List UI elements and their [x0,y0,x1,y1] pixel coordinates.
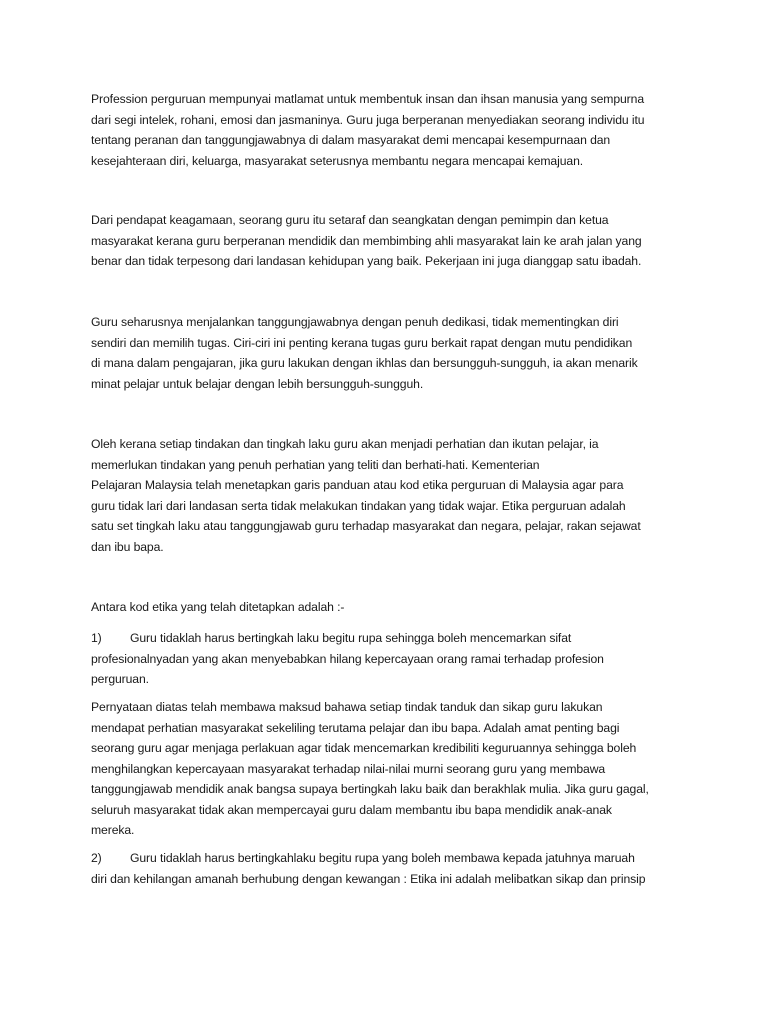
paragraph-line: menghilangkan kepercayaan masyarakat terhadap nilai-nilai murni seorang guru yang membawa [91,761,606,776]
list-item-text: Guru tidaklah harus bertingkah laku begitu rupa sehingga boleh mencemarkan sifat [130,631,572,645]
list-item-text: Guru tidaklah harus bertingkahlaku begitu rupa yang boleh membawa kepada jatuhnya maruah [130,851,635,865]
paragraph-line: tentang peranan dan tanggungjawabnya di dalam masyarakat demi mencapai kesempurnaan dan [91,133,611,147]
paragraph-line: Dari pendapat keagamaan, seorang guru itu setaraf dan seangkatan dengan pemimpin dan ketua [91,213,609,227]
paragraph-line: satu set tingkah laku atau tanggungjawab guru terhadap masyarakat dan negara, pelajar, rakan sejawat [91,519,641,533]
list-item-line [91,848,691,869]
paragraph-line: Oleh kerana setiap tindakan dan tingkah laku guru akan menjadi perhatian dan ikutan pelajar, ia [91,437,599,451]
paragraph-line: mendapat perhatian masyarakat sekeliling terutama pelajar dan ibu bapa. Adalah amat penting bagi [91,720,620,735]
paragraph-line: guru tidak lari dari landasan serta tidak melakukan tindakan yang tidak wajar. Etika perguruan adalah [91,498,626,513]
paragraph-line: minat pelajar untuk belajar dengan lebih bersungguh-sungguh. [91,376,424,391]
paragraph-line: di mana dalam pengajaran, jika guru lakukan dengan ikhlas dan bersungguh-sungguh, ia akan menarik [91,356,638,370]
list-item-line: profesionalnyadan yang akan menyebabkan hilang kepercayaan orang ramai terhadap profesion [91,651,604,666]
paragraph-line: dan ibu bapa. [91,539,164,554]
paragraph-line: masyarakat kerana guru berperanan mendidik dan membimbing ahli masyarakat lain ke arah jalan yang [91,233,642,248]
paragraph-line: Pernyataan diatas telah membawa maksud bahawa setiap tindak tanduk dan sikap guru lakukan [91,700,603,714]
list-intro-text: Antara kod etika yang telah ditetapkan adalah :- [91,600,345,614]
paragraph-line: tanggungjawab mendidik anak bangsa supaya bertingkah laku baik dan berakhlak mulia. Jika guru gagal, [91,782,649,796]
paragraph-line: mereka. [91,823,135,837]
list-item-1 [91,628,691,690]
paragraph-line: kesejahteraan diri, keluarga, masyarakat seterusnya membantu negara mencapai kemajuan. [91,153,584,168]
paragraph-1 [91,89,691,171]
paragraph-line: memerlukan tindakan yang penuh perhatian yang teliti dan berhati-hati. Kementerian [91,457,540,472]
list-item-line: perguruan. [91,672,149,686]
paragraph-line: dari segi intelek, rohani, emosi dan jasmaninya. Guru juga berperanan menyediakan seorang individu itu [91,112,645,127]
list-item-number: 1) [91,631,102,645]
paragraph-4 [91,434,691,557]
paragraph-line: benar dan tidak terpesong dari landasan kehidupan yang baik. Pekerjaan ini juga dianggap satu ibadah. [91,254,642,268]
paragraph-line: sendiri dan memilih tugas. Ciri-ciri ini penting kerana tugas guru berkait rapat dengan mutu pendidikan [91,335,633,350]
paragraph-3 [91,312,691,394]
list-item-number: 2) [91,851,102,865]
paragraph-5 [91,697,691,841]
list-item-line: diri dan kehilangan amanah berhubung dengan kewangan : Etika ini adalah melibatkan sikap dan prinsip [91,871,646,886]
paragraph-line: seluruh masyarakat tidak akan mempercayai guru dalam membantu ibu bapa mendidik anak-anak [91,802,612,817]
list-item-line [91,628,691,649]
list-intro [91,597,691,618]
paragraph-2 [91,210,691,272]
list-item-2 [91,848,691,889]
paragraph-line: seorang guru agar menjaga perlakuan agar tidak mencemarkan kredibiliti keguruannya sehingga boleh [91,741,637,755]
paragraph-line: Profession perguruan mempunyai matlamat untuk membentuk insan dan ihsan manusia yang sempurna [91,92,644,106]
paragraph-line: Guru seharusnya menjalankan tanggungjawabnya dengan penuh dedikasi, tidak mementingkan diri [91,315,619,329]
paragraph-line: Pelajaran Malaysia telah menetapkan garis panduan atau kod etika perguruan di Malaysia agar para [91,478,624,492]
